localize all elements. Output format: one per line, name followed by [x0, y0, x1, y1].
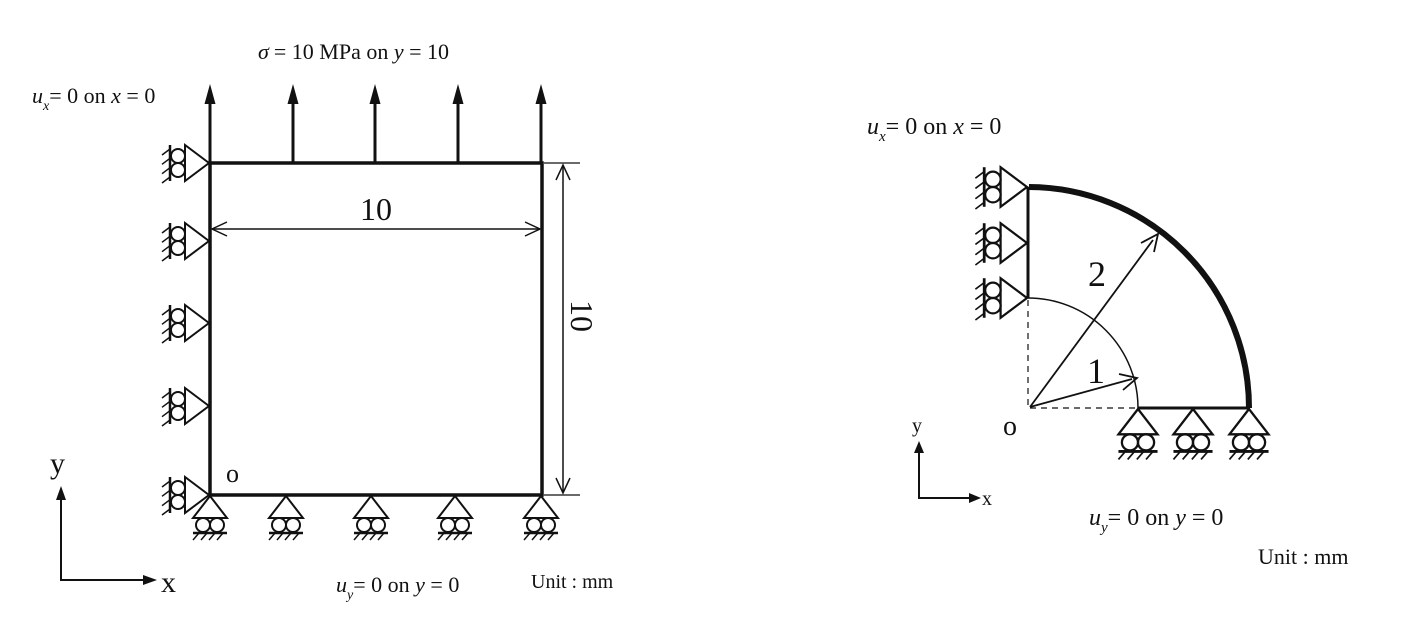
roller-support: [1173, 409, 1212, 459]
roller-support: [975, 223, 1027, 265]
unit-label: Unit : mm: [1258, 544, 1349, 569]
roller-support: [162, 145, 209, 183]
roller-support: [354, 496, 388, 540]
inner-radius-label: 1: [1087, 351, 1105, 391]
axis-y-label: y: [912, 415, 922, 437]
roller-support: [1229, 409, 1268, 459]
roller-support: [975, 167, 1027, 209]
right-left-roller-supports: [975, 167, 1027, 320]
tension-load-arrows: [205, 84, 547, 163]
roller-support: [162, 388, 209, 426]
roller-support: [1118, 409, 1157, 459]
height-dimension-label: 10: [564, 300, 600, 332]
left-bc-label: $u_x= 0$ on x = 0: [867, 114, 1002, 145]
roller-support: [524, 496, 558, 540]
bottom-bc-label: $u_y= 0$ on y = 0: [336, 572, 460, 603]
load-arrow-head: [453, 84, 464, 104]
coordinate-axes: [914, 441, 981, 503]
coordinate-axes: [56, 486, 157, 585]
inner-radius-arrow: [1030, 374, 1137, 407]
bottom-bc-label: $u_y= 0$ on y = 0: [1089, 505, 1224, 536]
left-roller-supports: [162, 145, 209, 515]
inner-arc: [1028, 298, 1138, 408]
outer-arc: [1029, 187, 1249, 408]
origin-label: o: [1003, 411, 1017, 442]
right-figure: [867, 114, 1348, 569]
left-figure: [32, 39, 614, 603]
unit-label: Unit : mm: [531, 571, 614, 593]
load-arrow-head: [370, 84, 381, 104]
roller-support: [162, 223, 209, 261]
width-dimension-label: 10: [360, 191, 392, 227]
roller-support: [162, 305, 209, 343]
top-stress-label: σ = 10 MPa on y = 10: [258, 39, 450, 64]
axis-y-label: y: [50, 447, 65, 480]
left-bc-label: $u_x= 0$ on x = 0: [32, 83, 156, 114]
origin-label: o: [226, 459, 239, 488]
roller-support: [975, 278, 1027, 320]
roller-support: [269, 496, 303, 540]
bottom-roller-supports: [193, 496, 558, 540]
outer-radius-label: 2: [1088, 254, 1106, 294]
load-arrow-head: [536, 84, 547, 104]
load-arrow-head: [205, 84, 216, 104]
axis-x-label: x: [982, 488, 992, 510]
axis-x-label: x: [161, 566, 176, 599]
load-arrow-head: [288, 84, 299, 104]
roller-support: [162, 477, 209, 515]
roller-support: [438, 496, 472, 540]
right-bottom-roller-supports: [1118, 409, 1268, 459]
